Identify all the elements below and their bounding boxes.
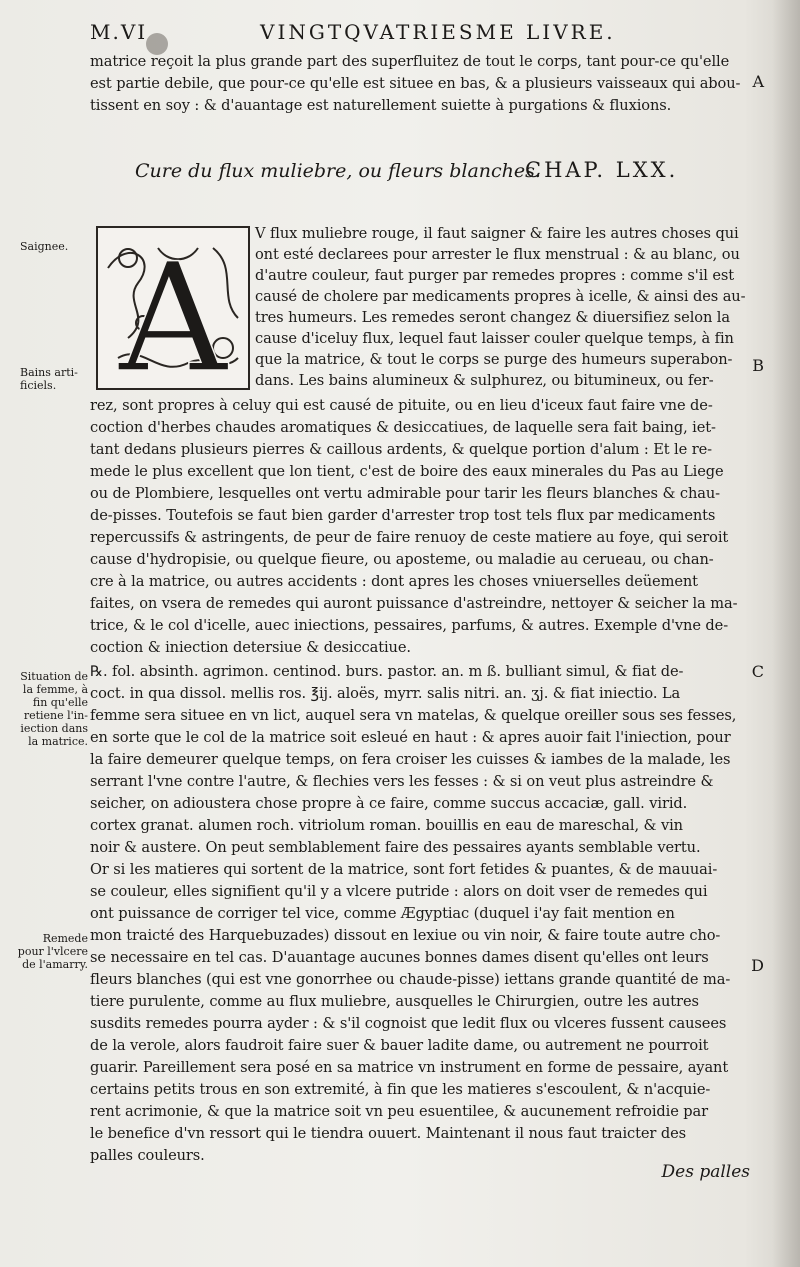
margin-note-line: Remede	[42, 932, 88, 945]
text-line: dans. Les bains alumineux & sulphurez, ou bitumineux, ou fer-	[255, 372, 714, 389]
text-line: cortex granat. alumen roch. vitriolum roman. bouillis en eau de mareschal, & vin	[90, 817, 683, 834]
text-line: en sorte que le col de la matrice soit esleué en haut : & apres auoir fait l'iniection, pour	[90, 729, 731, 746]
text-line: ont puissance de corriger tel vice, comme Ægyptiac (duquel i'ay fait mention en	[90, 905, 675, 922]
margin-note-line: de l'amarry.	[22, 958, 88, 971]
page-gutter-shadow	[772, 0, 800, 1267]
text-line: tiere purulente, comme au flux muliebre, ausquelles le Chirurgien, outre les autres	[90, 993, 699, 1010]
margin-note-line: Bains arti-	[20, 366, 78, 379]
chapter-title: Cure du flux muliebre, ou fleurs blanches.	[135, 160, 541, 182]
margin-note-line: la femme, à	[22, 683, 88, 696]
margin-note-bains	[20, 366, 100, 392]
text-line: repercussifs & astringents, de peur de faire renuoy de ceste matiere au foye, qui seroit	[90, 529, 729, 546]
text-line: coct. in qua dissol. mellis ros. ℥ij. aloës, myrr. salis nitri. an. ʒj. & fiat iniectio. La	[90, 685, 681, 702]
text-line: coction & iniection detersiue & desiccatiue.	[90, 639, 411, 656]
margin-note-remede	[8, 932, 88, 971]
intro-line: matrice reçoit la plus grande part des superfluitez de tout le corps, tant pour-ce qu'elle	[90, 53, 730, 70]
text-line: mon traicté des Harquebuzades) dissout en lexiue ou vin noir, & faire toute autre cho-	[90, 927, 721, 944]
text-line: le benefice d'vn ressort qui le tiendra ouuert. Maintenant il nous faut traicter des	[90, 1125, 686, 1142]
text-line: trice, & le col d'icelle, auec iniections, pessaires, parfums, & autres. Exemple d'vne de-	[90, 617, 729, 634]
text-line: cause d'hydropisie, ou quelque fieure, ou aposteme, ou maladie au cerueau, ou chan-	[90, 551, 714, 568]
margin-note-saignee	[20, 240, 100, 253]
margin-note-line: retiene l'in-	[23, 709, 88, 722]
margin-note-line: Situation de	[20, 670, 88, 683]
text-line: de la verole, alors faudroit faire suer & bauer ladite dame, ou autrement ne pourroit	[90, 1037, 709, 1054]
text-line: certains petits trous en son extremité, à fin que les matieres s'escoulent, & n'acquie-	[90, 1081, 711, 1098]
chapter-heading	[135, 158, 679, 182]
text-line: seicher, on adioustera chose propre à ce faire, comme succus accaciæ, gall. virid.	[90, 795, 688, 812]
margin-note-line: pour l'vlcere	[17, 945, 88, 958]
catchword: Des palles	[661, 1162, 750, 1182]
text-line: tant dedans plusieurs pierres & caillous ardents, & quelque portion d'alum : Et le re-	[90, 441, 712, 458]
ornamental-letter-icon	[98, 228, 248, 388]
intro-line: tissent en soy : & d'auantage est naturellement suiette à purgations & fluxions.	[90, 97, 672, 114]
text-line: palles couleurs.	[90, 1147, 205, 1164]
margin-note-line: Saignee.	[20, 240, 69, 253]
margin-note-line: la matrice.	[28, 735, 88, 748]
text-line: ou de Plombiere, lesquelles ont vertu admirable pour tarir les fleurs blanches & chau-	[90, 485, 721, 502]
text-line: mede le plus excellent que lon tient, c'est de boire des eaux minerales du Pas au Liege	[90, 463, 724, 480]
text-line: noir & austere. On peut semblablement faire des pessaires ayants semblable vertu.	[90, 839, 701, 856]
text-line: rez, sont propres à celuy qui est causé de pituite, ou en lieu d'iceux faut faire vne de-	[90, 397, 713, 414]
text-line: la faire demeurer quelque temps, on fera croiser les cuisses & iambes de la malade, les	[90, 751, 731, 768]
text-line: d'autre couleur, faut purger par remedes propres : comme s'il est	[255, 267, 735, 284]
margin-note-situation	[8, 670, 88, 748]
text-line: cre à la matrice, ou autres accidents : dont apres les choses vniuerselles deüement	[90, 573, 698, 590]
section-marker-a: A	[752, 72, 764, 91]
text-line: susdits remedes pourra ayder : & s'il cognoist que ledit flux ou vlceres fussent causees	[90, 1015, 727, 1032]
drop-cap-letter: A	[118, 232, 228, 388]
text-line: guarir. Pareillement sera posé en sa matrice vn instrument en forme de pessaire, ayant	[90, 1059, 729, 1076]
text-line: coction d'herbes chaudes aromatiques & desiccatiues, de laquelle sera fait baing, iet-	[90, 419, 716, 436]
section-marker-c: C	[751, 662, 764, 681]
intro-line: est partie debile, que pour-ce qu'elle est situee en bas, & a plusieurs vaisseaux qui abou-	[90, 75, 741, 92]
text-line: se couleur, elles signifient qu'il y a vlcere putride : alors on doit vser de remedes qui	[90, 883, 708, 900]
margin-note-line: ficiels.	[20, 379, 57, 392]
recipe-line: ℞. fol. absinth. agrimon. centinod. burs. pastor. an. m ß. bulliant simul, & fiat de-	[90, 663, 684, 680]
book-title: VINGTQVATRIESME LIVRE.	[260, 20, 616, 44]
text-line: de-pisses. Toutefois se faut bien garder d'arrester trop tost tels flux par medicaments	[90, 507, 716, 524]
text-line: que la matrice, & tout le corps se purge des humeurs superabon-	[255, 351, 733, 368]
text-line: tres humeurs. Les remedes seront changez & diuersifiez selon la	[255, 309, 730, 326]
section-marker-d: D	[751, 956, 764, 975]
text-line: se necessaire en tel cas. D'auantage aucunes bonnes dames disent qu'elles ont leurs	[90, 949, 709, 966]
folio: M.VI	[90, 20, 148, 44]
section-marker-b: B	[752, 356, 764, 375]
text-line: faites, on vsera de remedes qui auront puissance d'astreindre, nettoyer & seicher la ma-	[90, 595, 738, 612]
drop-cap	[96, 226, 250, 390]
text-line: ont esté declarees pour arrester le flux menstrual : & au blanc, ou	[255, 246, 740, 263]
text-line: cause d'iceluy flux, lequel faut laisser couler quelque temps, à fin	[255, 330, 734, 347]
text-line: femme sera situee en vn lict, auquel sera vn matelas, & quelque oreiller sous ses fesses,	[90, 707, 737, 724]
text-line: fleurs blanches (qui est vne gonorrhee ou chaude-pisse) iettans grande quantité de ma-	[90, 971, 731, 988]
text-line: rent acrimonie, & que la matrice soit vn peu esuentilee, & aucunement refroidie par	[90, 1103, 709, 1120]
margin-note-line: iection dans	[20, 722, 88, 735]
text-line: V flux muliebre rouge, il faut saigner & faire les autres choses qui	[255, 225, 739, 242]
margin-note-line: fin qu'elle	[32, 696, 88, 709]
text-line: causé de cholere par medicaments propres à icelle, & ainsi des au-	[255, 288, 746, 305]
text-line: serrant l'vne contre l'autre, & flechies vers les fesses : & si on veut plus astreindre &	[90, 773, 714, 790]
text-line: Or si les matieres qui sortent de la matrice, sont fort fetides & puantes, & de mauuai-	[90, 861, 718, 878]
chapter-number: CHAP. LXX.	[525, 158, 679, 182]
